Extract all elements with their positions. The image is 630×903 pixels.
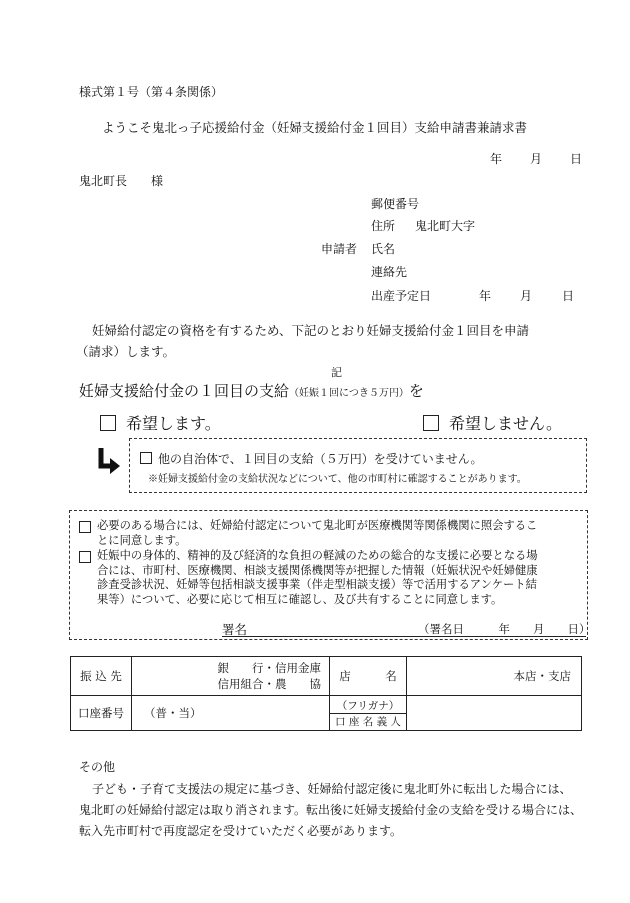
consent-2-line: 合には、市町村、医療機関、相談支援関係機関等が把握した情報（妊娠状況や妊婦健康: [97, 563, 538, 577]
other-line-2: 鬼北町の妊婦給付認定は取り消されます。転出後に妊婦支援給付金の支給を受ける場合には、: [79, 803, 583, 817]
date-month: 月: [530, 152, 543, 166]
other-line-3: 転入先市町村で再度認定を受けていただく必要があります。: [79, 824, 403, 838]
option-yes-checkbox[interactable]: [100, 415, 116, 431]
ki-mark: 記: [331, 366, 342, 379]
signature-label: 署名: [222, 622, 248, 637]
form-number: 様式第１号（第４条関係）: [79, 85, 224, 99]
name-label: 氏名: [371, 242, 396, 256]
benefit-heading: [79, 380, 424, 401]
consent-2-line: 果等）について、必要に応じて相互に確認し、及び共有することに同意します。: [97, 592, 503, 606]
bank-type-line-1: 銀 行・信用金庫: [217, 661, 321, 675]
other-heading: その他: [79, 760, 116, 774]
other-municipality-text: 他の自治体で、１回目の支給（５万円）を受けていません。: [158, 452, 483, 466]
other-municipality-note: ※妊婦支援給付金の支給状況などについて、他の市町村に確認することがあります。: [148, 474, 527, 485]
account-holder-label: 口 座 名 義 人: [335, 715, 401, 728]
signature-date: （署名日 年 月 日）: [418, 622, 591, 636]
benefit-note: （妊娠１回につき５万円）: [289, 388, 409, 399]
consent-1-text: [79, 519, 537, 548]
bank-type-line-2: 信用組合・農 協: [217, 677, 321, 691]
option-no-label: 希望しません。: [449, 414, 562, 433]
account-holder-label-cell: [330, 696, 407, 731]
consent-1-line: とに同意します。: [97, 533, 187, 547]
due-year: 年: [479, 289, 492, 303]
other-line-1: 子ども・子育て支援法の規定に基づき、妊婦給付認定後に鬼北町外に転出した場合には、: [92, 782, 572, 796]
form-title: ようこそ鬼北っ子応援給付金（妊婦支援給付金１回目）支給申請書兼請求書: [102, 120, 528, 135]
option-no[interactable]: [423, 411, 562, 434]
due-date-label: 出産予定日: [371, 289, 432, 303]
benefit-heading-text: 妊婦支援給付金の１回目の支給: [79, 382, 290, 400]
consent-1[interactable]: [79, 519, 537, 548]
bank-name-cell[interactable]: [132, 657, 330, 696]
option-yes-label: 希望します。: [126, 414, 221, 433]
consent-2-line: 診査受診状況、妊婦等包括相談支援事業（伴走型相談支援）等で活用するアンケート結: [97, 578, 537, 591]
addressee: 鬼北町長 様: [79, 174, 164, 188]
due-month: 月: [520, 289, 533, 303]
address-label: 住所: [371, 219, 396, 233]
consent-1-line: 必要のある場合には、妊婦給付認定について鬼北町が医療機関等関係機関に照会するこ: [97, 519, 538, 532]
consent-2-text: [79, 549, 538, 607]
other-municipality-checkbox[interactable]: [140, 452, 152, 464]
postal-code-label: 郵便番号: [371, 197, 420, 211]
applicant-label: 申請者: [321, 242, 358, 256]
furigana-label: （フリガナ）: [330, 698, 406, 714]
due-day: 日: [562, 289, 575, 303]
consent-2-line: 妊娠中の身体的、精神的及び経済的な負担の軽減のための総合的な支援に必要となる場: [97, 549, 538, 562]
intro-line-2: （請求）します。: [76, 344, 176, 359]
transfer-to-label: 振 込 先: [71, 657, 132, 696]
account-holder-cell[interactable]: [407, 696, 582, 731]
contact-label: 連絡先: [371, 265, 408, 279]
option-yes[interactable]: [100, 411, 221, 434]
date-year: 年: [490, 152, 503, 166]
corner-arrow-icon: [96, 446, 124, 476]
date-day: 日: [570, 152, 583, 166]
consent-1-checkbox[interactable]: [79, 521, 91, 533]
consent-2[interactable]: [79, 549, 538, 607]
account-number-cell[interactable]: [132, 696, 330, 731]
other-municipality-line[interactable]: [140, 450, 482, 467]
option-no-checkbox[interactable]: [423, 415, 439, 431]
account-type: （普・当）: [144, 706, 202, 720]
bank-account-table: [70, 656, 582, 731]
benefit-heading-suffix: を: [408, 382, 424, 400]
branch-label: 店 名: [330, 657, 407, 696]
branch-type-cell[interactable]: 本店・支店: [407, 657, 582, 696]
consent-2-checkbox[interactable]: [79, 551, 91, 563]
intro-line-1: 妊婦給付認定の資格を有するため、下記のとおり妊婦支援給付金１回目を申請: [92, 323, 530, 338]
account-number-label: 口座番号: [71, 696, 132, 731]
address-value: 鬼北町大字: [415, 219, 476, 233]
